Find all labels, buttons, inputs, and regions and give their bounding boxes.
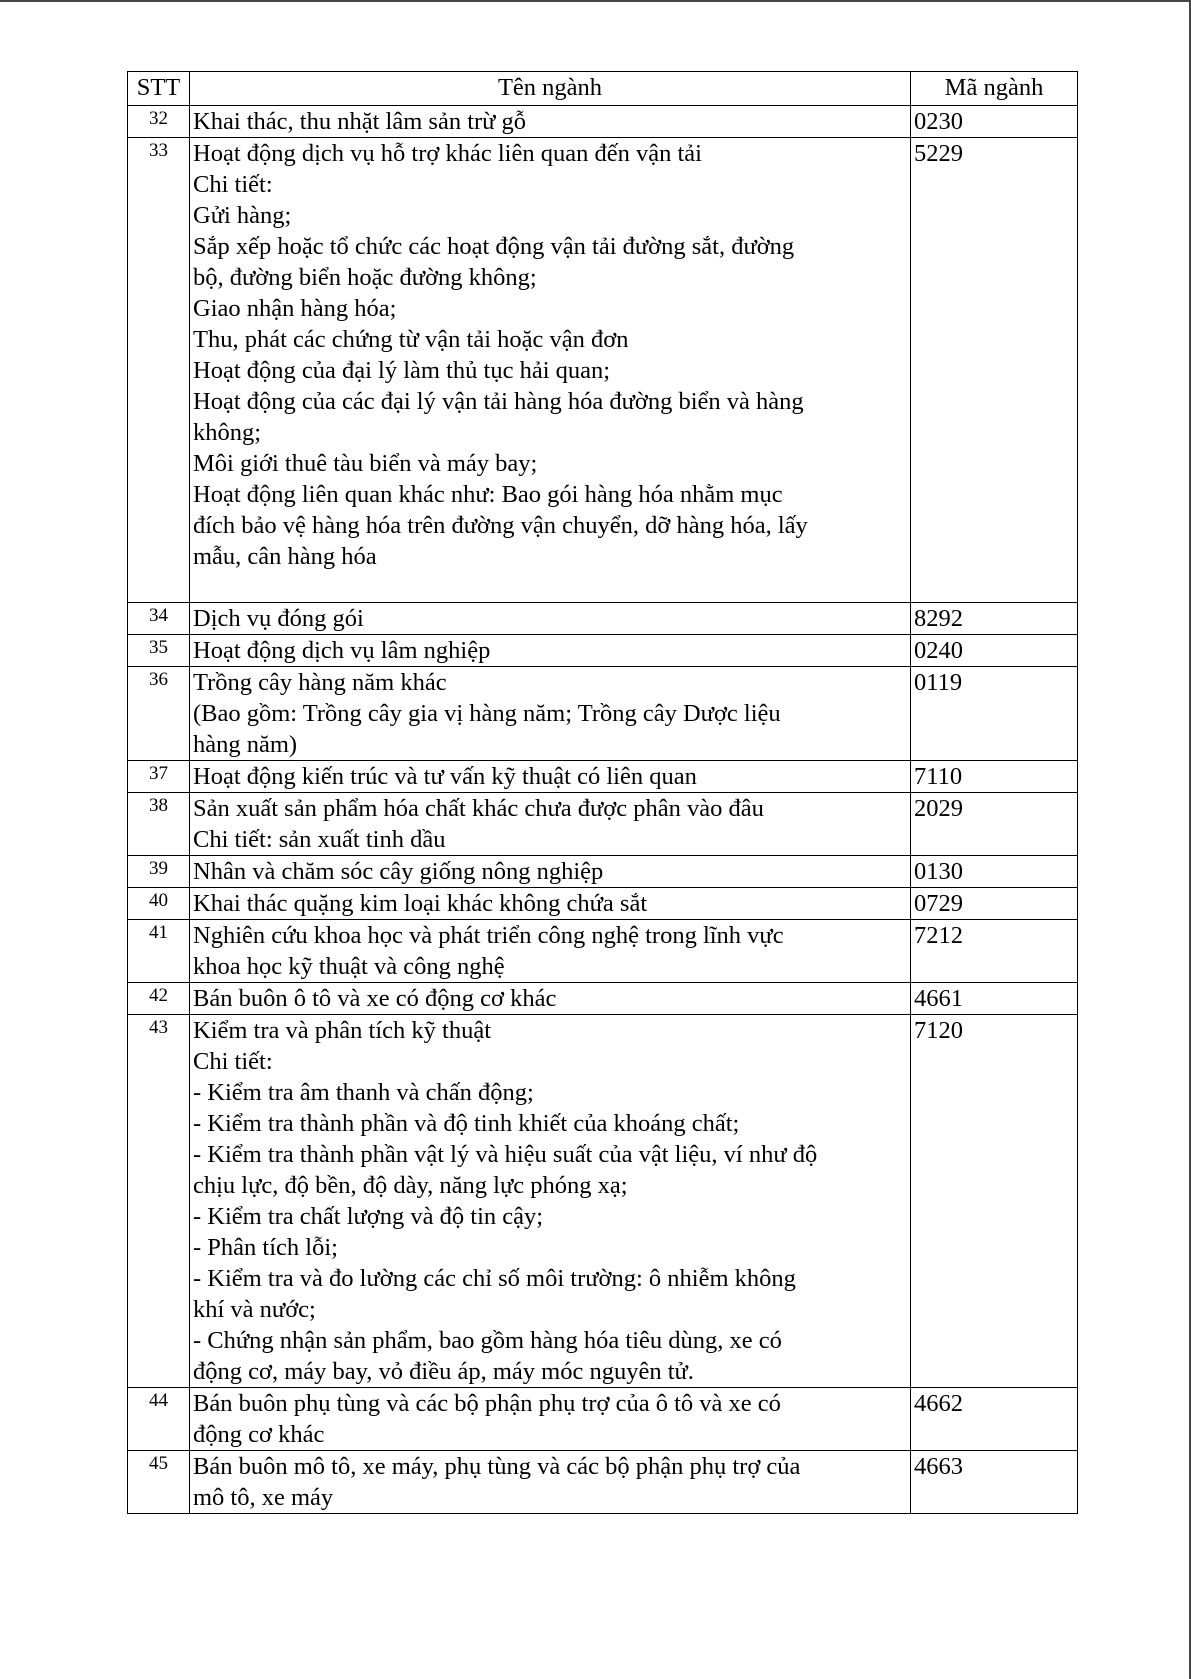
table-row	[128, 603, 1078, 635]
row-industry-code: 8292	[911, 603, 1078, 635]
table-row	[128, 888, 1078, 920]
table-row	[128, 761, 1078, 793]
industry-name-line: (Bao gồm: Trồng cây gia vị hàng năm; Trồng cây Dược liệu	[193, 700, 781, 727]
row-industry-code: 4663	[911, 1451, 1078, 1514]
row-stt: 41	[128, 920, 190, 983]
row-industry-name	[190, 635, 911, 667]
row-industry-code: 0240	[911, 635, 1078, 667]
row-industry-name	[190, 793, 911, 856]
row-stt: 40	[128, 888, 190, 920]
industry-name-line: không;	[193, 419, 262, 446]
industry-name-line: Giao nhận hàng hóa;	[193, 295, 397, 322]
industry-name-line: Nhân và chăm sóc cây giống nông nghiệp	[193, 858, 604, 885]
row-industry-name	[190, 983, 911, 1015]
industry-name-line: Bán buôn phụ tùng và các bộ phận phụ trợ của ô tô và xe có	[193, 1390, 781, 1417]
industry-name-line: Hoạt động của đại lý làm thủ tục hải quan;	[193, 357, 611, 384]
industry-name-line: Hoạt động liên quan khác như: Bao gói hàng hóa nhằm mục	[193, 481, 783, 508]
row-industry-name	[190, 1388, 911, 1451]
row-industry-code: 2029	[911, 793, 1078, 856]
industry-name-line: động cơ khác	[193, 1421, 325, 1448]
table-row	[128, 106, 1078, 138]
industry-name-line: Khai thác, thu nhặt lâm sản trừ gỗ	[193, 108, 527, 135]
row-industry-name	[190, 920, 911, 983]
row-stt: 36	[128, 667, 190, 761]
industry-name-line: - Kiểm tra thành phần vật lý và hiệu suất của vật liệu, ví như độ	[193, 1141, 818, 1168]
industry-name-line: Nghiên cứu khoa học và phát triển công nghệ trong lĩnh vực	[193, 922, 784, 949]
industry-name-line: Gửi hàng;	[193, 202, 292, 229]
row-stt: 43	[128, 1015, 190, 1388]
row-industry-name	[190, 106, 911, 138]
table-body	[128, 106, 1078, 1514]
industry-table	[127, 71, 1078, 1514]
table-row	[128, 1451, 1078, 1514]
table-row	[128, 138, 1078, 603]
industry-name-line: động cơ, máy bay, vỏ điều áp, máy móc nguyên tử.	[193, 1358, 694, 1385]
header-code: Mã ngành	[911, 72, 1078, 106]
industry-name-line: Chi tiết:	[193, 171, 273, 198]
row-industry-code: 0130	[911, 856, 1078, 888]
row-industry-code: 0729	[911, 888, 1078, 920]
industry-name-line: Sản xuất sản phẩm hóa chất khác chưa được phân vào đâu	[193, 795, 764, 822]
industry-name-line: đích bảo vệ hàng hóa trên đường vận chuyển, dỡ hàng hóa, lấy	[193, 512, 808, 539]
row-industry-name	[190, 761, 911, 793]
row-industry-name	[190, 1015, 911, 1388]
row-stt: 37	[128, 761, 190, 793]
industry-name-line: mô tô, xe máy	[193, 1484, 334, 1511]
industry-name-line: khoa học kỹ thuật và công nghệ	[193, 953, 505, 980]
row-industry-code: 7120	[911, 1015, 1078, 1388]
row-stt: 38	[128, 793, 190, 856]
table-row	[128, 920, 1078, 983]
row-industry-name	[190, 1451, 911, 1514]
industry-name-line: Hoạt động dịch vụ lâm nghiệp	[193, 637, 491, 664]
industry-name-line: Sắp xếp hoặc tổ chức các hoạt động vận tải đường sắt, đường	[193, 233, 795, 260]
row-stt: 34	[128, 603, 190, 635]
industry-name-line: Hoạt động của các đại lý vận tải hàng hóa đường biển và hàng	[193, 388, 804, 415]
industry-name-line: Dịch vụ đóng gói	[193, 605, 364, 632]
industry-name-line: Thu, phát các chứng từ vận tải hoặc vận đơn	[193, 326, 629, 353]
table-row	[128, 667, 1078, 761]
industry-name-line: Bán buôn mô tô, xe máy, phụ tùng và các bộ phận phụ trợ của	[193, 1453, 801, 1480]
industry-name-line: Khai thác quặng kim loại khác không chứa sắt	[193, 890, 648, 917]
industry-name-line: Chi tiết:	[193, 1048, 273, 1075]
page-border-top	[0, 0, 1191, 2]
industry-name-line: mẫu, cân hàng hóa	[193, 543, 377, 570]
row-stt: 32	[128, 106, 190, 138]
table-row	[128, 856, 1078, 888]
row-industry-name	[190, 667, 911, 761]
row-industry-code: 0230	[911, 106, 1078, 138]
industry-name-line: hàng năm)	[193, 731, 298, 758]
row-industry-code: 5229	[911, 138, 1078, 603]
row-industry-name	[190, 856, 911, 888]
table-row	[128, 793, 1078, 856]
table-row	[128, 1388, 1078, 1451]
row-industry-code: 4661	[911, 983, 1078, 1015]
industry-name-line: Hoạt động dịch vụ hỗ trợ khác liên quan đến vận tải	[193, 140, 702, 167]
industry-name-line: - Kiểm tra chất lượng và độ tin cậy;	[193, 1203, 544, 1230]
industry-name-line: Trồng cây hàng năm khác	[193, 669, 447, 696]
row-stt: 42	[128, 983, 190, 1015]
row-stt: 44	[128, 1388, 190, 1451]
row-industry-code: 7110	[911, 761, 1078, 793]
blank-line	[193, 572, 907, 602]
industry-name-line: - Kiểm tra âm thanh và chấn động;	[193, 1079, 534, 1106]
industry-name-line: - Phân tích lỗi;	[193, 1234, 338, 1261]
industry-name-line: - Kiểm tra thành phần và độ tinh khiết của khoáng chất;	[193, 1110, 740, 1137]
industry-name-line: Kiểm tra và phân tích kỹ thuật	[193, 1017, 491, 1044]
industry-name-line: - Kiểm tra và đo lường các chỉ số môi trường: ô nhiễm không	[193, 1265, 796, 1292]
row-stt: 33	[128, 138, 190, 603]
industry-name-line: - Chứng nhận sản phẩm, bao gồm hàng hóa tiêu dùng, xe có	[193, 1327, 782, 1354]
table-header-row	[128, 72, 1078, 106]
industry-name-line: Bán buôn ô tô và xe có động cơ khác	[193, 985, 557, 1012]
row-industry-code: 0119	[911, 667, 1078, 761]
row-industry-name	[190, 888, 911, 920]
industry-name-line: Chi tiết: sản xuất tinh dầu	[193, 826, 446, 853]
industry-name-line: Hoạt động kiến trúc và tư vấn kỹ thuật có liên quan	[193, 763, 697, 790]
row-industry-code: 7212	[911, 920, 1078, 983]
row-industry-code: 4662	[911, 1388, 1078, 1451]
header-stt: STT	[128, 72, 190, 106]
industry-name-line: bộ, đường biển hoặc đường không;	[193, 264, 537, 291]
industry-name-line: Môi giới thuê tàu biển và máy bay;	[193, 450, 538, 477]
industry-name-line: khí và nước;	[193, 1296, 316, 1323]
table-row	[128, 635, 1078, 667]
row-stt: 35	[128, 635, 190, 667]
row-stt: 39	[128, 856, 190, 888]
table-row	[128, 1015, 1078, 1388]
row-industry-name	[190, 138, 911, 603]
industry-name-line: chịu lực, độ bền, độ dày, năng lực phóng xạ;	[193, 1172, 628, 1199]
header-name: Tên ngành	[190, 72, 911, 106]
row-industry-name	[190, 603, 911, 635]
table-row	[128, 983, 1078, 1015]
row-stt: 45	[128, 1451, 190, 1514]
